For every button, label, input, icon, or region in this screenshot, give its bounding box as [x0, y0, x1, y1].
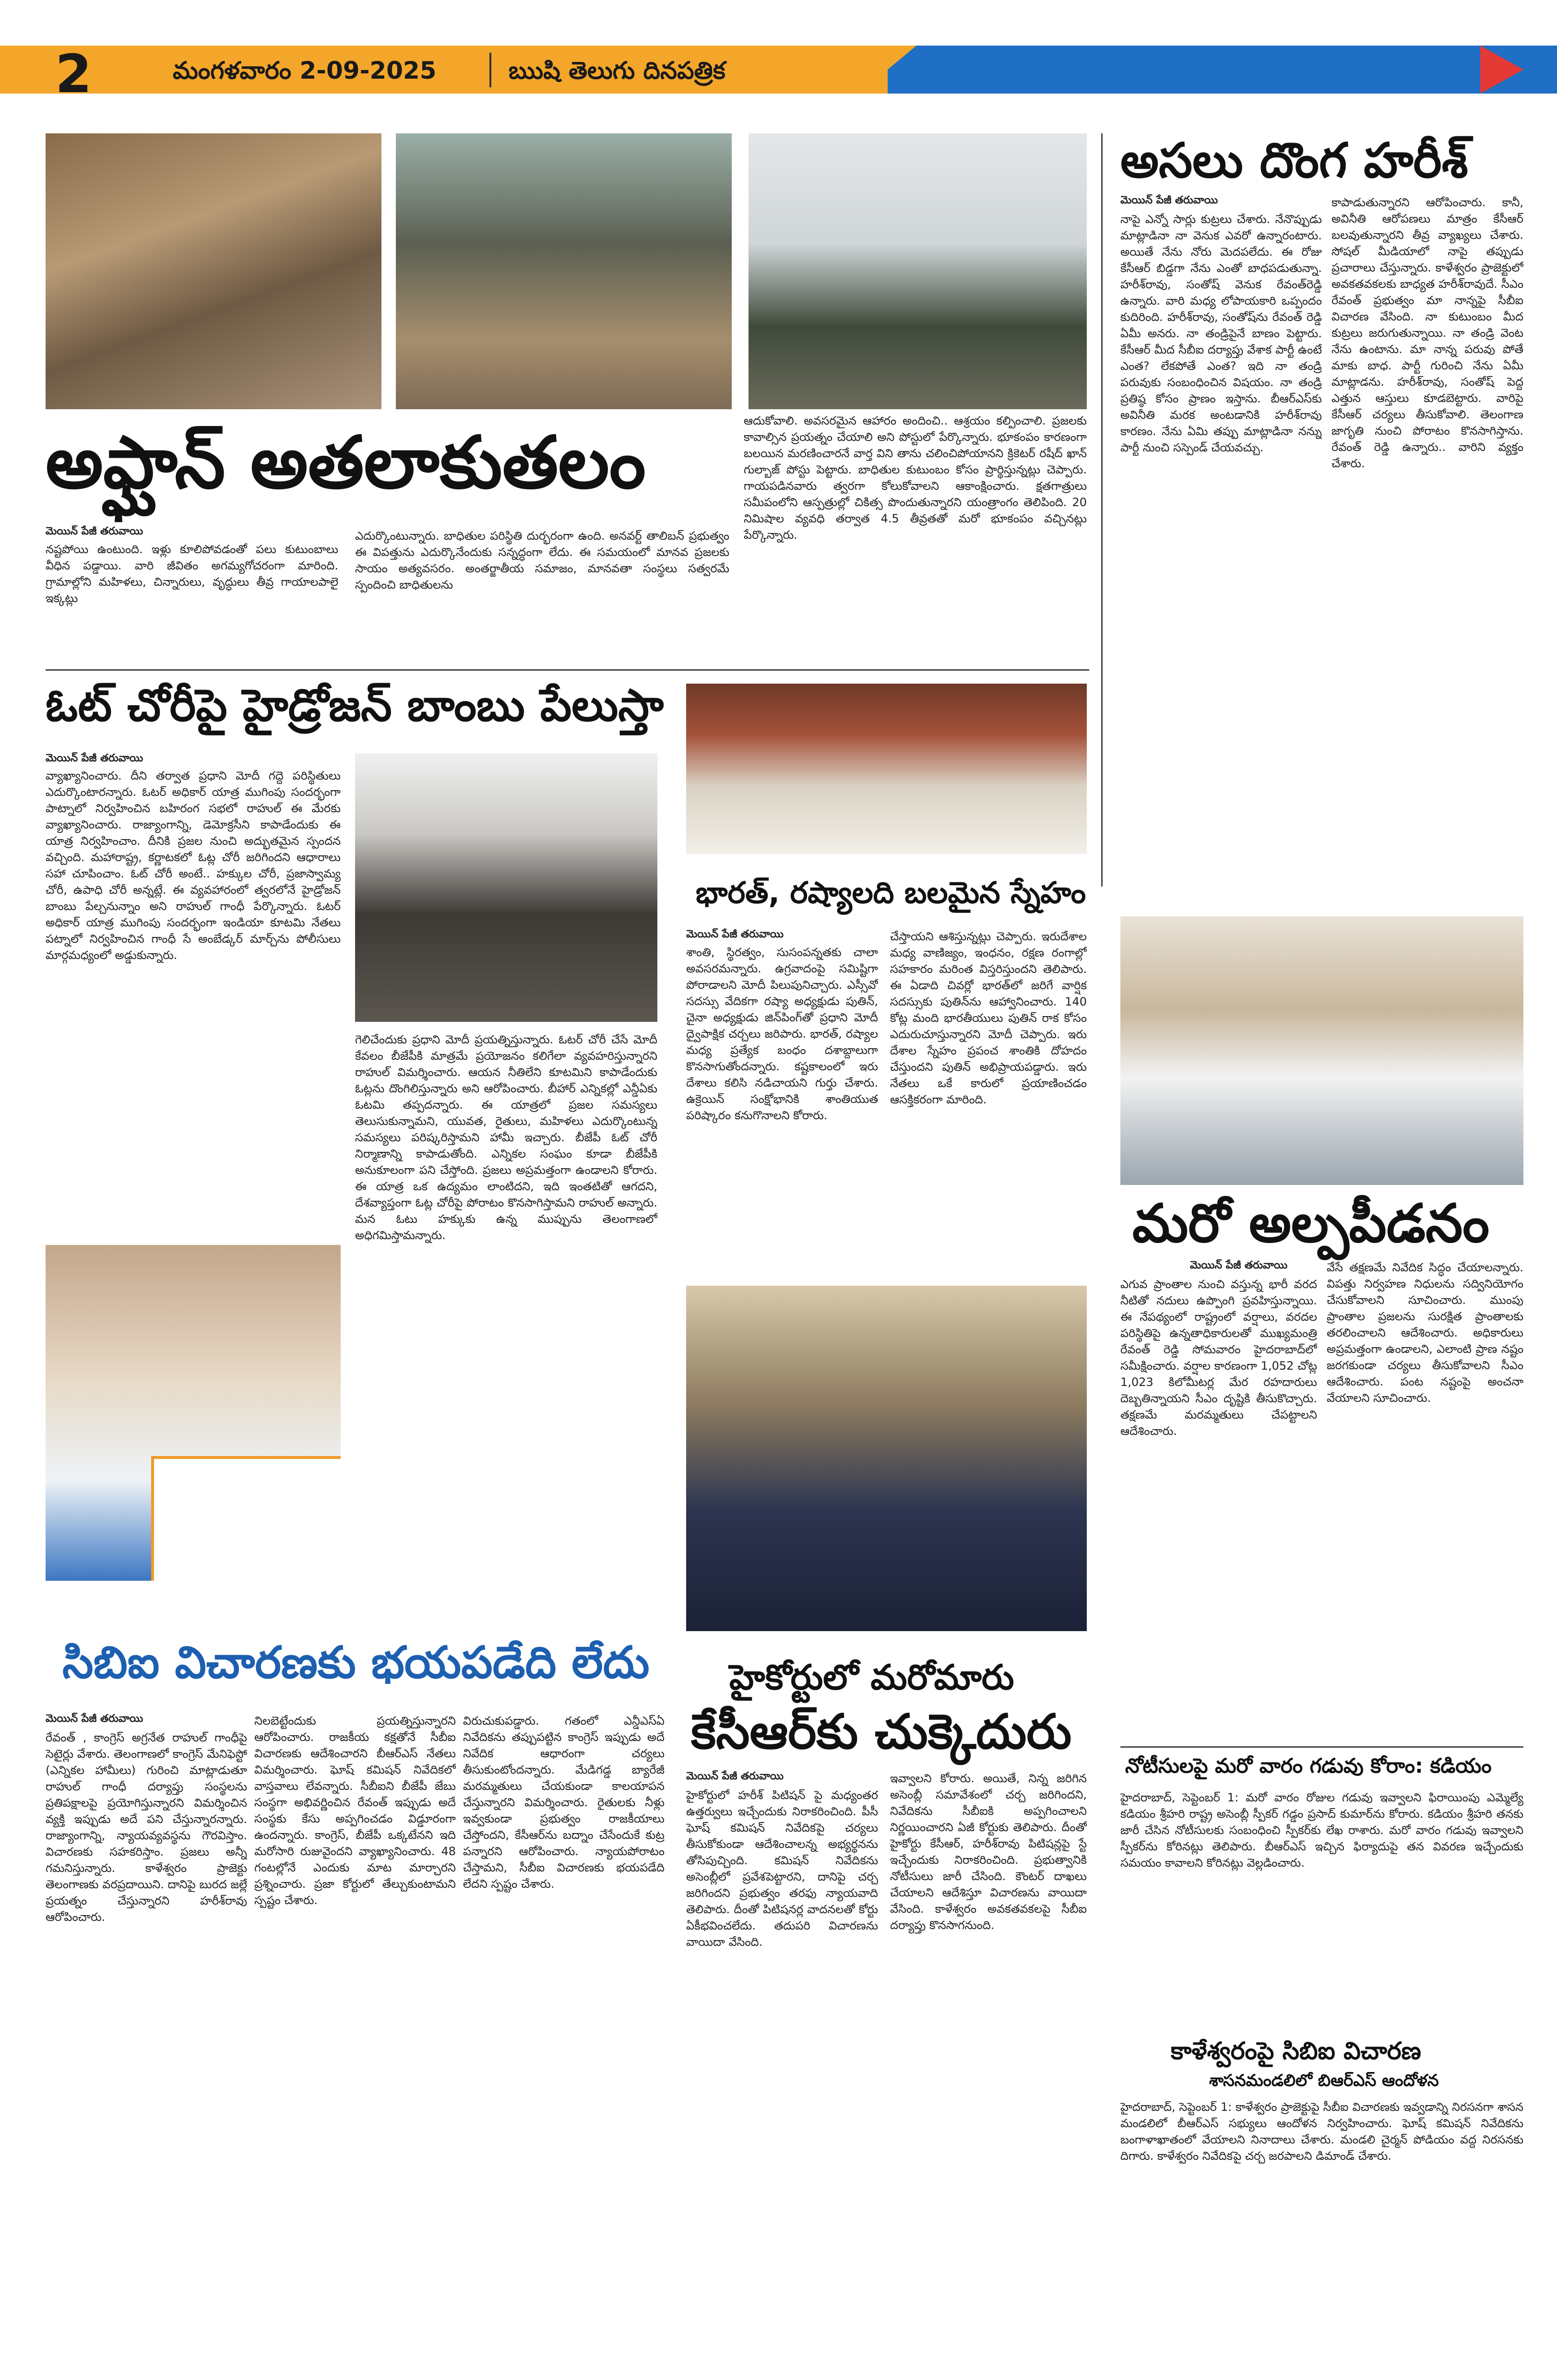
harish-col-1: నాపై ఎన్నో సార్లు కుట్రలు చేశారు. నేనొప్పుడు మాట్లాడినా నా వెనుక ఎవరో ఉన్నారంటారు. అయితే నేను నోరు మెదపలేదు. ఈ రోజు కేసీఆర్ బిడ్డగా నేను ఎంతో బాధపడుతున్నా. హరీశ్‌రావు, సంతోష్ వెనుక రేవంత్‌రెడ్డి ఉన్నారు. వారి మధ్య లోపాయకారి ఒప్పందం కుదిరింది. హరీశ్‌రావు, సంతోష్‌ను రేవంత్ రెడ్డి ఏమీ అనరు. నా తండ్రిపైనే బాణం పెట్టారు. కేసీఆర్ మీద సీబీఐ దర్యాప్తు వేశాక పార్టీ ఉంటే ఎంత? లేకపోతే ఎంత? ఇది నా తండ్రి పరువుకు సంబంధించిన విషయం. నా తండ్రి ప్రతిష్ఠ కోసం ప్రాణం ఇస్తాను. బీఆర్ఎస్‌కు అవినీతి మరక అంటడానికి హరీశ్‌రావు కారణం. నేను ఏమి తప్పు మాట్లాడినా నన్ను పార్టీ నుంచి సస్పెండ్ చేయవచ్చు. [1120, 213, 1322, 454]
photo-cm-review-meeting [1120, 916, 1523, 1185]
cbi-col-3: విరుచుకుపడ్డారు. గతంలో ఎన్డీఎస్ఏ నివేదికను తప్పుపట్టిన కాంగ్రెస్ ఇప్పుడు అదే నివేదిక ఆధారంగా చర్యలు తీసుకుంటోందన్నారు. మేడిగడ్డ బ్యారేజీ మరమ్మతులు చేయకుండా కాలయాపన చేస్తున్నారని విమర్శించారు. రైతులకు నీళ్లు ఇవ్వకుండా ప్రభుత్వం రాజకీయాలు చేస్తోందని, కేసీఆర్‌ను బద్నాం చేసేందుకే కుట్ర పన్నారని ఆరోపించారు. న్యాయపోరాటం చేస్తామని, సీబీఐ విచారణకు భయపడేది లేదని స్పష్టం చేశారు. [463, 1714, 665, 1891]
photo-earthquake-rubble [46, 133, 381, 409]
vote-chori-col-2: గెలిచేందుకు ప్రధాని మోదీ ప్రయత్నిస్తున్నారు. ఓటర్ చోరీ చేసే మోదీ కేవలం బీజేపీకి మాత్రమే ప్రయోజనం కలిగేలా వ్యవహరిస్తున్నారని రాహుల్ విమర్శించారు. ఆయన నీతిలేని కూటమిని కాపాడేందుకు ఓట్లను దొంగిలిస్తున్నారు అని ఆరోపించారు. బీహార్ ఎన్నికల్లో ఎన్డీఏకు ఓటమి తప్పదన్నారు. ఈ యాత్రలో ప్రజల సమస్యలు తెలుసుకున్నామని, యువత, రైతులు, మహిళలు ఎదుర్కొంటున్న సమస్యలు పరిష్కరిస్తామని హామీ ఇచ్చారు. బీజేపీ ఓట్ చోరీ నిర్మాణాన్ని కాపాడుతోంది. ఎన్నికల సంఘం కూడా బీజేపీకి అనుకూలంగా పని చేస్తోంది. ప్రజలు అప్రమత్తంగా ఉండాలని కోరారు. ఈ యాత్ర ఒక ఉద్యమం లాంటిదని, ఇది ఇంతటితో ఆగదని, దేశవ్యాప్తంగా ఓట్ల చోరీపై పోరాటం కొనసాగిస్తామని రాహుల్ అన్నారు. మన ఓటు హక్కుకు ఉన్న ముప్పును తెలంగాణలో అధిగమిస్తామన్నారు. [355, 1033, 657, 1242]
afghan-headline: అఫ్ఘాన్ అతలాకుతలం [46, 421, 646, 505]
photo-earthquake-crowd [396, 133, 732, 409]
photo-rahul-speech [46, 1245, 341, 1581]
india-russia-col-2: చేస్తాయని ఆశిస్తున్నట్లు చెప్పారు. ఇరుదేశాల మధ్య వాణిజ్యం, ఇంధనం, రక్షణ రంగాల్లో సహకారం మరింత విస్తరిస్తుందని తెలిపారు. ఈ ఏడాది చివర్లో భారత్‌లో జరిగే వార్షిక సదస్సుకు పుతిన్‌ను ఆహ్వానించారు. 140 కోట్ల మంది భారతీయులు పుతిన్ రాక కోసం ఎదురుచూస్తున్నారని మోదీ చెప్పారు. ఇరు దేశాల స్నేహం ప్రపంచ శాంతికి దోహదం చేస్తుందని పుతిన్ అభిప్రాయపడ్డారు. ఇరు నేతలు ఒకే కారులో ప్రయాణించడం ఆసక్తికరంగా మారింది. [890, 930, 1087, 1106]
afghan-byline: మెయిన్ పేజీ తరువాయి [46, 525, 143, 537]
rain-headline: మరో అల్పపీడనం [1132, 1193, 1490, 1254]
india-russia-headline: భారత్, రష్యాలది బలమైన స్నేహం [696, 875, 1086, 910]
cbi-col-2: నిలబెట్టేందుకు ప్రయత్నిస్తున్నారని ఆరోపించారు. రాజకీయ కక్షతోనే సీబీఐ విచారణకు ఆదేశించారని బీఆర్ఎస్ నేతలు విమర్శించారు. ఘోష్ కమిషన్ నివేదికలో వాస్తవాలు లేవన్నారు. సీబీఐని బీజేపీ జేబు సంస్థగా అభివర్ణించిన రేవంత్ ఇప్పుడు అదే సంస్థకు కేసు అప్పగించడం విడ్డూరంగా ఉందన్నారు. కాంగ్రెస్, బీజేపీ ఒక్కటేనని ఇది మరోసారి రుజువైందని వ్యాఖ్యానించారు. 48 గంటల్లోనే ఎందుకు మాట మార్చారని ప్రశ్నించారు. ప్రజా కోర్టులో తేల్చుకుంటామని స్పష్టం చేశారు. [254, 1714, 456, 1907]
header-separator [489, 53, 491, 87]
page-number: 2 [55, 43, 92, 105]
rain-byline: మెయిన్ పేజీ తరువాయి [1190, 1259, 1288, 1271]
vote-chori-col-1: వ్యాఖ్యానించారు. దీని తర్వాత ప్రధాని మోదీ గద్దె పరిస్థితులు ఎదుర్కొంటారన్నారు. ఓటర్ అధికార్ యాత్ర ముగింపు సందర్భంగా పాట్నాలో నిర్వహించిన బహిరంగ సభలో రాహుల్ ఈ మేరకు వ్యాఖ్యానించారు. రాజ్యాంగాన్ని, డెమోక్రసీని కాపాడేందుకు ఈ యాత్ర నిర్వహించాం. దీనికి ప్రజల నుంచి అద్భుతమైన స్పందన వచ్చింది. మహారాష్ట్ర, కర్ణాటకలో ఓట్ల చోరీ జరిగిందని ఆధారాలు సహా చూపించాం. ఓట్ చోరీ అంటే.. హక్కుల చోరీ, ప్రజాస్వామ్య చోరీ, ఉపాధి చోరీ అన్నట్లే. ఈ వ్యవహారంలో త్వరలోనే హైడ్రోజన్ బాంబు పేల్చనున్నాం అని రాహుల్ గాంధీ పేర్కొన్నారు. ఓటర్ అధికార్ యాత్ర ముగింపు సందర్భంగా ఇండియా కూటమి నేతలు పట్నాలో నిర్వహించిన గాంధీ సే అంబేడ్కర్ మార్చ్‌ను పోలీసులు మార్గమధ్యంలో అడ్డుకున్నారు. [46, 769, 341, 962]
cbi-byline: మెయిన్ పేజీ తరువాయి [46, 1713, 143, 1725]
harish-headline: అసలు దొంగ హరీశ్ [1120, 132, 1468, 189]
highcourt-headline-bottom: కేసీఆర్‌కు చుక్కెదురు [691, 1704, 1072, 1760]
highcourt-col-1: హైకోర్టులో హరీశ్ పిటిషన్ పై మధ్యంతర ఉత్తర్వులు ఇచ్చేందుకు నిరాకరించింది. పీసీ ఘోష్ కమిషన్ నివేదికపై చర్యలు తీసుకోకుండా ఆదేశించాలన్న అభ్యర్థనను తోసిపుచ్చింది. కమిషన్ నివేదికను అసెంబ్లీలో ప్రవేశపెట్టారని, దానిపై చర్చ జరిగిందని ప్రభుత్వం తరఫు న్యాయవాది తెలిపారు. దీంతో పిటిషనర్ల వాదనలతో కోర్టు ఏకీభవించలేదు. తదుపరి విచారణను వాయిదా వేసింది. [686, 1788, 878, 1949]
kaleshwaram-text: హైదరాబాద్, సెప్టెంబర్ 1: కాళేశ్వరం ప్రాజెక్టుపై సీబీఐ విచారణకు ఇవ్వడాన్ని నిరసనగా శాసన మండలిలో బీఆర్ఎస్ సభ్యులు ఆందోళన నిర్వహించారు. ఘోష్ కమిషన్ నివేదికను బంగాళాఖాతంలో వేయాలని నినాదాలు చేశారు. మండలి చైర్మన్ పోడియం వద్ద నిరసనకు దిగారు. కాళేశ్వరం నివేదికపై చర్చ జరపాలని డిమాండ్ చేశారు. [1120, 2100, 1523, 2163]
afghan-col-3: ఆదుకోవాలి. అవసరమైన ఆహారం అందించి.. ఆశ్రయం కల్పించాలి. ప్రజలకు కావాల్సిన ప్రయత్నం చేయాలి అని పోస్టులో పేర్కొన్నారు. భూకంపం కారణంగా బలయిన మరణించారనే వార్త విని తాను చలించిపోయానని క్రికెటర్ రషీద్ ఖాన్ గుల్బాజ్ పోస్టు పెట్టారు. బాధితుల కుటుంబం కోసం ప్రార్థిస్తున్నట్లు చెప్పారు. గాయపడినవారు త్వరగా కోలుకోవాలని ఆకాంక్షించారు. క్షతగాత్రులు సమీపంలోని ఆస్పత్రుల్లో చికిత్స పొందుతున్నారని యంత్రాంగం తెలిపింది. 20 నిమిషాల వ్యవధి తర్వాత 4.5 తీవ్రతతో మరో భూకంపం వచ్చినట్లు పేర్కొన్నారు. [744, 414, 1087, 542]
cbi-headline: సిబిఐ విచారణకు భయపడేది లేదు [62, 1637, 650, 1688]
photo-sco-summit [686, 684, 1087, 854]
harish-col-2: కాపాడుతున్నారని ఆరోపించారు. కానీ, అవినీతి ఆరోపణలు మాత్రం కేసీఆర్ బలవుతున్నారని తీవ్ర వ్యాఖ్యలు చేశారు. సోషల్ మీడియాలో నాపై తప్పుడు ప్రచారాలు చేస్తున్నారు. కాళేశ్వరం ప్రాజెక్టులో అవకతవకలకు బాధ్యత హరీశ్‌రావుదే. సీఎం రేవంత్ ప్రభుత్వం మా నాన్నపై సీబీఐ విచారణ వేసింది. నా కుటుంబం మీద కుట్రలు జరుగుతున్నాయి. నా తండ్రి వెంట నేను ఉంటాను. మా నాన్న పరువు పోతే మాకు బాధ. పార్టీ గురించి నేను ఏమీ మాట్లాడను. హరీశ్‌రావు, సంతోష్ పెద్ద ఎత్తున ఆస్తులు కూడబెట్టారు. వారిపై కేసీఆర్ చర్యలు తీసుకోవాలి. తెలంగాణ జాగృతి నుంచి పోరాటం కొనసాగిస్తాను. రేవంత్ రెడ్డి ఉన్నారు.. వారిని వ్యక్తం చేశారు. [1331, 196, 1523, 470]
afghan-col-2: ఎదుర్కొంటున్నారు. బాధితుల పరిస్థితి దుర్భరంగా ఉంది. అనవర్ట్ తాలిబన్ ప్రభుత్వం ఈ విపత్తును ఎదుర్కొనేందుకు సన్నద్ధంగా లేదు. ఈ సమయంలో మానవ ప్రజలకు సాయం అత్యవసరం. అంతర్జాతీయ సమాజం, మానవతా సంస్థలు సత్వరమే స్పందించి బాధితులను [355, 529, 729, 592]
page-header [0, 0, 1557, 105]
rain-col-2: వేసే తక్షణమే నివేదిక సిద్ధం చేయాలన్నారు. విపత్తు నిర్వహణ నిధులను సద్వినియోగం చేసుకోవాలని సూచించారు. ముంపు ప్రాంతాల ప్రజలను సురక్షిత ప్రాంతాలకు తరలించాలని ఆదేశించారు. అధికారులు అప్రమత్తంగా ఉండాలని, ఎలాంటి ప్రాణ నష్టం జరగకుండా చర్యలు తీసుకోవాలని సీఎం ఆదేశించారు. పంట నష్టంపై అంచనా వేయాలని సూచించారు. [1327, 1261, 1523, 1405]
photo-rahul-rally [355, 753, 657, 1022]
photo-putin-xi-modi [686, 1286, 1087, 1631]
photo-relief-truck [749, 133, 1087, 409]
rain-col-1: ఎగువ ప్రాంతాల నుంచి వస్తున్న భారీ వరద నీటితో నదులు ఉప్పొంగి ప్రవహిస్తున్నాయి. ఈ నేపథ్యంలో రాష్ట్రంలో వర్షాలు, వరదల పరిస్థితిపై ఉన్నతాధికారులతో ముఖ్యమంత్రి రేవంత్ రెడ్డి సోమవారం హైదరాబాద్‌లో సమీక్షించారు. వర్షాల కారణంగా 1,052 చోట్ల 1,023 కిలోమీటర్ల మేర రహదారులు దెబ్బతిన్నాయని సీఎం దృష్టికి తీసుకొచ్చారు. తక్షణమే మరమ్మతులు చేపట్టాలని ఆదేశించారు. [1120, 1278, 1317, 1438]
india-russia-byline: మెయిన్ పేజీ తరువాయి [686, 928, 784, 940]
highcourt-headline-top: హైకోర్టులో మరోమారు [729, 1657, 1014, 1697]
notices-headline: నోటీసులపై మరో వారం గడువు కోరాం: కడియం [1125, 1754, 1492, 1777]
notices-text: హైదరాబాద్, సెప్టెంబర్ 1: మరో వారం రోజుల గడువు ఇవ్వాలని ఫిరాయింపు ఎమ్మెల్యే కడియం శ్రీహరి రాష్ట్ర అసెంబ్లీ స్పీకర్ గడ్డం ప్రసాద్ కుమార్‌ను కోరారు. కడియం శ్రీహరి తనకు జారీ చేసిన నోటీసులకు సంబంధించి స్పీకర్‌కు లేఖ రాశారు. మరో వారం గడువు ఇవ్వాలని స్పీకర్‌ను కోరినట్లు తెలిపారు. బీఆర్ఎస్ ఇచ్చిన ఫిర్యాదుపై తన వివరణ ఇచ్చేందుకు సమయం కావాలని కోరినట్లు వెల్లడించారు. [1120, 1791, 1523, 1870]
afghan-col-1: నష్టపోయి ఉంటుంది. ఇళ్లు కూలిపోవడంతో పలు కుటుంబాలు వీధిన పడ్డాయి. వారి జీవితం అగమ్యగోచరంగా మారింది. గ్రామాల్లోని మహిళలు, చిన్నారులు, వృద్ధులు తీవ్ర గాయాలపాలై ఇక్కట్లు [46, 543, 338, 605]
voter-adhikar-poster [151, 1456, 341, 1581]
divider [46, 669, 1089, 671]
header-wedge [859, 46, 916, 94]
highcourt-col-2: ఇవ్వాలని కోరారు. అయితే, నిన్న జరిగిన అసెంబ్లీ సమావేశంలో చర్చ జరిగిందని, నివేదికను సీబీఐకి అప్పగించాలని నిర్ణయించారని ఏజీ కోర్టుకు తెలిపారు. దీంతో హైకోర్టు కేసీఆర్, హరీశ్‌రావు పిటిషన్లపై స్టే ఇచ్చేందుకు నిరాకరించింది. ప్రభుత్వానికి నోటీసులు జారీ చేసింది. కౌంటర్ దాఖలు చేయాలని ఆదేశిస్తూ విచారణను వాయిదా వేసింది. కాళేశ్వరం అవకతవకలపై సీబీఐ దర్యాప్తు కొనసాగనుంది. [890, 1772, 1087, 1932]
paper-name: ఋషి తెలుగు దినపత్రిక [509, 57, 725, 84]
harish-byline: మెయిన్ పేజీ తరువాయి [1120, 194, 1218, 206]
cbi-col-1: రేవంత్ , కాంగ్రెస్ అగ్రనేత రాహుల్ గాంధీపై సెటైర్లు వేశారు. తెలంగాణలో కాంగ్రెస్ మేనిఫెస్టో (ఎన్నికల హామీలు) గురించి మాట్లాడుతూ రాహుల్ గాంధీ దర్యాప్తు సంస్థలను ప్రతిపక్షాలపై ప్రయోగిస్తున్నారని విమర్శించిన వ్యక్తి ఇప్పుడు అదే పని చేస్తున్నారన్నారు. రాజ్యాంగాన్ని, న్యాయవ్యవస్థను గౌరవిస్తాం. విచారణకు సహకరిస్తాం. ప్రజలు అన్నీ గమనిస్తున్నారు. కాళేశ్వరం ప్రాజెక్టు తెలంగాణకు వరప్రదాయిని. దానిపై బురద జల్లే ప్రయత్నం చేస్తున్నారని హరీశ్‌రావు ఆరోపించారు. [46, 1731, 247, 1924]
divider [1120, 1746, 1523, 1748]
header-orange-band [0, 46, 888, 94]
kaleshwaram-subheadline: శాసనమండలిలో బిఆర్ఎస్ ఆందోళన [1209, 2071, 1439, 2090]
kaleshwaram-headline: కాళేశ్వరంపై సిబిఐ విచారణ [1171, 2037, 1421, 2065]
column-rule [1101, 133, 1103, 887]
header-arrow-icon [1480, 46, 1523, 94]
vote-chori-headline: ఓట్ చోరీపై హైడ్రోజన్ బాంబు పేలుస్తా [46, 680, 664, 731]
issue-date: మంగళవారం 2-09-2025 [173, 57, 437, 84]
india-russia-col-1: శాంతి, స్థిరత్వం, సుసంపన్నతకు చాలా అవసరమన్నారు. ఉగ్రవాదంపై సమిష్టిగా పోరాడాలని మోదీ పిలుపునిచ్చారు. ఎస్సీవో సదస్సు వేదికగా రష్యా అధ్యక్షుడు పుతిన్, చైనా అధ్యక్షుడు జిన్‌పింగ్‌తో ప్రధాని మోదీ ద్వైపాక్షిక చర్చలు జరిపారు. భారత్, రష్యాల మధ్య ప్రత్యేక బంధం దశాబ్దాలుగా కొనసాగుతోందన్నారు. కష్టకాలంలో ఇరు దేశాలు కలిసి నడిచాయని గుర్తు చేశారు. ఉక్రెయిన్ సంక్షోభానికి శాంతియుత పరిష్కారం కనుగొనాలని కోరారు. [686, 946, 878, 1122]
highcourt-byline: మెయిన్ పేజీ తరువాయి [686, 1770, 784, 1782]
vote-chori-byline: మెయిన్ పేజీ తరువాయి [46, 752, 143, 764]
